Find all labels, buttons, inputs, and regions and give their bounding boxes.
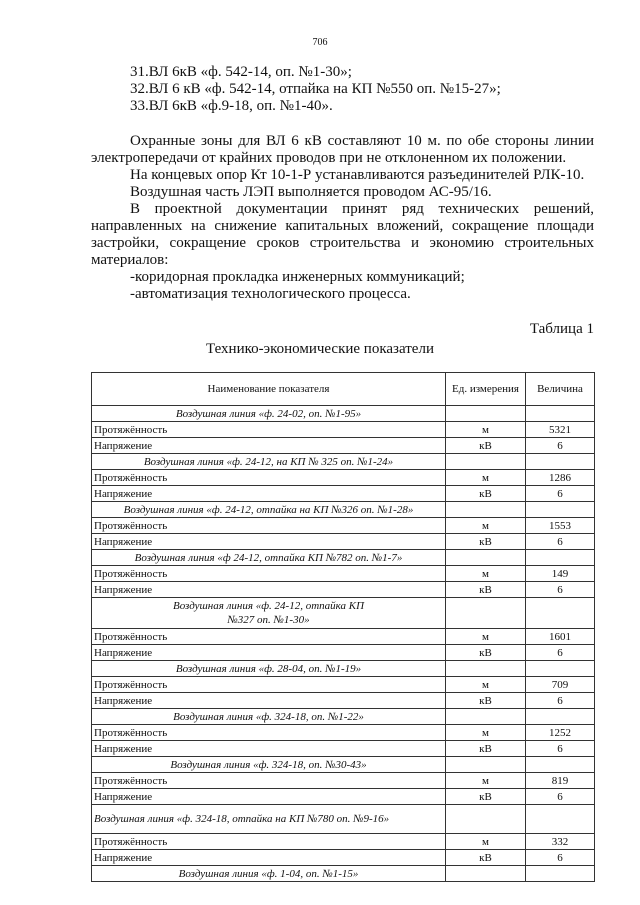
section-title: Воздушная линия «ф. 24-02, оп. №1-95» xyxy=(92,406,446,422)
section-title: Воздушная линия «ф. 24-12, отпайка КП №327 оп. №1-30» xyxy=(92,598,446,629)
bullet-corridor: -коридорная прокладка инженерных коммуникаций; xyxy=(130,269,465,285)
row-name: Напряжение xyxy=(92,534,446,550)
row-unit: кВ xyxy=(446,582,526,598)
row-name: Протяжённость xyxy=(92,725,446,741)
row-unit: м xyxy=(446,773,526,789)
paragraph-protection-zones: Охранные зоны для ВЛ 6 кВ составляют 10 м. по обе стороны линии электропередачи от крайних проводов при не отклоненном их положении. xyxy=(91,133,594,166)
list-item: 32.ВЛ 6 кВ «ф. 542-14, отпайка на КП №550 оп. №15-27»; xyxy=(130,81,501,97)
table-row xyxy=(92,534,595,550)
table-row xyxy=(92,486,595,502)
row-unit: кВ xyxy=(446,534,526,550)
table-row xyxy=(92,677,595,693)
header-name: Наименование показателя xyxy=(92,373,446,406)
row-value: 1601 xyxy=(526,629,595,645)
table-row xyxy=(92,789,595,805)
section-row xyxy=(92,550,595,566)
bullet-automation: -автоматизация технологического процесса. xyxy=(130,286,411,302)
table-row xyxy=(92,518,595,534)
row-unit: кВ xyxy=(446,438,526,454)
row-value: 819 xyxy=(526,773,595,789)
row-value: 1252 xyxy=(526,725,595,741)
row-unit: кВ xyxy=(446,789,526,805)
row-value: 149 xyxy=(526,566,595,582)
row-name: Напряжение xyxy=(92,582,446,598)
row-name: Напряжение xyxy=(92,789,446,805)
table-row xyxy=(92,834,595,850)
row-name: Напряжение xyxy=(92,693,446,709)
row-unit: кВ xyxy=(446,850,526,866)
row-name: Напряжение xyxy=(92,438,446,454)
table-row xyxy=(92,773,595,789)
row-value: 6 xyxy=(526,789,595,805)
row-value: 6 xyxy=(526,486,595,502)
section-row xyxy=(92,598,595,629)
table-row xyxy=(92,645,595,661)
row-unit: кВ xyxy=(446,486,526,502)
row-name: Напряжение xyxy=(92,645,446,661)
row-unit: м xyxy=(446,518,526,534)
section-title: Воздушная линия «ф. 24-12, отпайка на КП №326 оп. №1-28» xyxy=(92,502,446,518)
section-row xyxy=(92,866,595,882)
row-unit: м xyxy=(446,677,526,693)
table-row xyxy=(92,741,595,757)
row-name: Напряжение xyxy=(92,486,446,502)
section-title: Воздушная линия «ф. 324-18, оп. №30-43» xyxy=(92,757,446,773)
header-unit: Ед. измерения xyxy=(446,373,526,406)
row-value: 6 xyxy=(526,438,595,454)
table-row xyxy=(92,422,595,438)
section-title: Воздушная линия «ф. 24-12, на КП № 325 оп. №1-24» xyxy=(92,454,446,470)
row-unit: кВ xyxy=(446,693,526,709)
row-name: Протяжённость xyxy=(92,470,446,486)
section-title: Воздушная линия «ф. 324-18, отпайка на КП №780 оп. №9-16» xyxy=(92,805,446,834)
row-unit: м xyxy=(446,470,526,486)
row-unit: м xyxy=(446,629,526,645)
row-unit: м xyxy=(446,725,526,741)
table-row xyxy=(92,566,595,582)
row-name: Протяжённость xyxy=(92,566,446,582)
row-value: 332 xyxy=(526,834,595,850)
paragraph-technical-solutions: В проектной документации принят ряд технических решений, направленных на снижение капитальных вложений, сокращение площади застройки, сокращение сроков строительства и экономию строительных материалов: xyxy=(91,201,594,268)
table-row xyxy=(92,582,595,598)
section-title: Воздушная линия «ф. 1-04, оп. №1-15» xyxy=(92,866,446,882)
row-unit: м xyxy=(446,834,526,850)
section-title: Воздушная линия «ф. 324-18, оп. №1-22» xyxy=(92,709,446,725)
section-row xyxy=(92,757,595,773)
row-value: 6 xyxy=(526,850,595,866)
row-name: Напряжение xyxy=(92,741,446,757)
row-unit: кВ xyxy=(446,741,526,757)
paragraph-disconnectors: На концевых опор Кт 10-1-Р устанавливаются разъединителей РЛК-10. xyxy=(130,167,585,183)
table-row xyxy=(92,693,595,709)
row-unit: м xyxy=(446,566,526,582)
section-title: Воздушная линия «ф 24-12, отпайка КП №782 оп. №1-7» xyxy=(92,550,446,566)
row-value: 6 xyxy=(526,645,595,661)
section-row xyxy=(92,661,595,677)
section-row xyxy=(92,406,595,422)
row-unit: м xyxy=(446,422,526,438)
section-row xyxy=(92,805,595,834)
row-value: 709 xyxy=(526,677,595,693)
row-value: 6 xyxy=(526,741,595,757)
section-row xyxy=(92,454,595,470)
paragraph-wire: Воздушная часть ЛЭП выполняется проводом АС-95/16. xyxy=(130,184,492,200)
row-value: 1553 xyxy=(526,518,595,534)
row-name: Протяжённость xyxy=(92,834,446,850)
row-name: Протяжённость xyxy=(92,629,446,645)
row-value: 6 xyxy=(526,534,595,550)
table-row xyxy=(92,470,595,486)
row-name: Протяжённость xyxy=(92,677,446,693)
table-row xyxy=(92,850,595,866)
row-name: Протяжённость xyxy=(92,518,446,534)
row-value: 5321 xyxy=(526,422,595,438)
section-title: Воздушная линия «ф. 28-04, оп. №1-19» xyxy=(92,661,446,677)
table-caption: Таблица 1 xyxy=(529,321,594,337)
section-row xyxy=(92,502,595,518)
header-value: Величина xyxy=(526,373,595,406)
row-value: 6 xyxy=(526,582,595,598)
row-value: 1286 xyxy=(526,470,595,486)
list-item: 33.ВЛ 6кВ «ф.9-18, оп. №1-40». xyxy=(130,98,333,114)
row-name: Протяжённость xyxy=(92,773,446,789)
table-row xyxy=(92,725,595,741)
list-item: 31.ВЛ 6кВ «ф. 542-14, оп. №1-30»; xyxy=(130,64,352,80)
table-row xyxy=(92,438,595,454)
table-header-row xyxy=(92,373,595,406)
table-title: Технико-экономические показатели xyxy=(206,341,434,357)
section-row xyxy=(92,709,595,725)
row-name: Протяжённость xyxy=(92,422,446,438)
indicators-table xyxy=(91,372,595,882)
table-row xyxy=(92,629,595,645)
page-number: 706 xyxy=(312,37,328,48)
row-name: Напряжение xyxy=(92,850,446,866)
row-unit: кВ xyxy=(446,645,526,661)
row-value: 6 xyxy=(526,693,595,709)
